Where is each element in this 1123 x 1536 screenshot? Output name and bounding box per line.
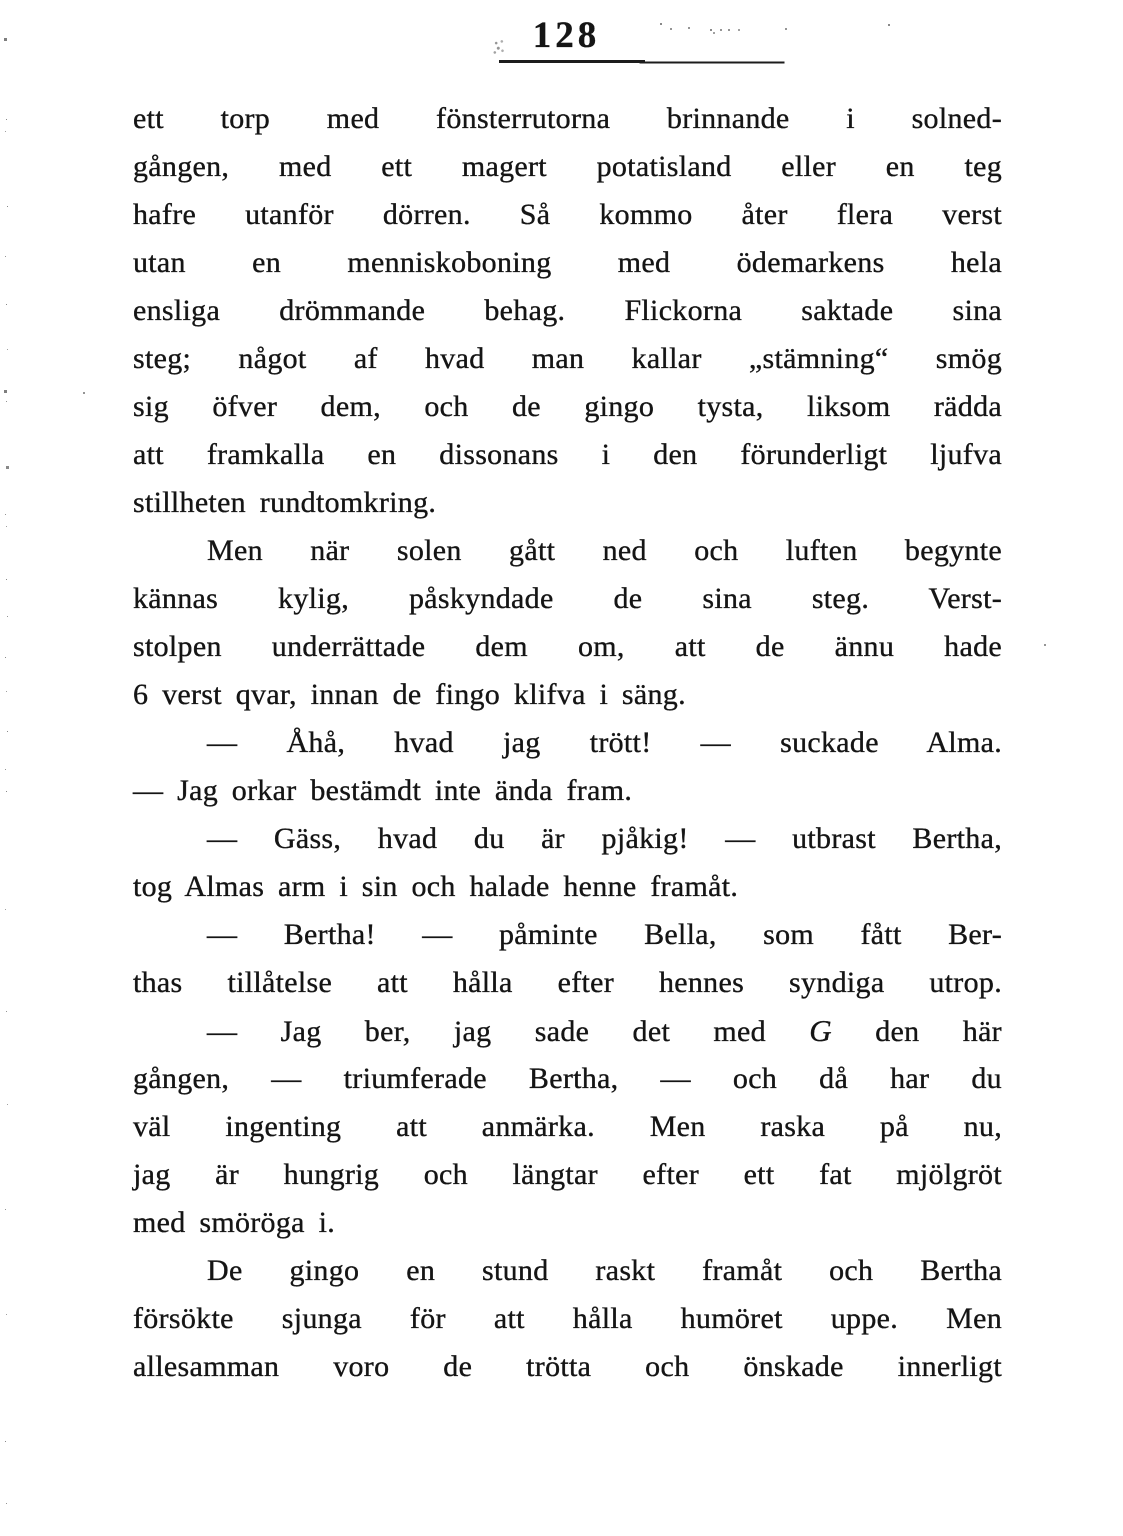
text-line: utan en menniskoboning med ödemarkens hela xyxy=(133,246,1002,279)
text-line: sig öfver dem, och de gingo tysta, liksom rädda xyxy=(133,390,1002,423)
page-header xyxy=(0,14,1123,57)
italic-word: G xyxy=(809,1013,832,1048)
text-line: 6 verst qvar, innan de fingo klifva i säng. xyxy=(133,678,686,711)
text-line: allesamman voro de trötta och önskade innerligt xyxy=(133,1350,1002,1383)
text-line: hafre utanför dörren. Så kommo åter flera verst xyxy=(133,198,1002,231)
scan-dots xyxy=(660,23,662,25)
text-line: gången, med ett magert potatisland eller en teg xyxy=(133,150,1002,183)
text-line: stolpen underrättade dem om, att de ännu hade xyxy=(133,630,1002,663)
text-line: kännas kylig, påskyndade de sina steg. Verst- xyxy=(133,582,1002,615)
text-line: — Bertha! — påminte Bella, som fått Ber- xyxy=(207,918,1002,951)
scan-smudge xyxy=(492,38,506,55)
text-line: — Jag ber, jag sade det med G den här xyxy=(207,1013,1002,1048)
scan-artifacts-left-margin xyxy=(4,38,7,41)
scan-dot-left xyxy=(83,392,85,394)
text-line: försökte sjunga för att hålla humöret uppe. Men xyxy=(133,1302,1002,1335)
text-line: stillheten rundtomkring. xyxy=(133,486,437,519)
text-line: — Åhå, hvad jag trött! — suckade Alma. xyxy=(207,726,1002,759)
text-block xyxy=(133,95,1002,1391)
text-line: — Gäss, hvad du är pjåkig! — utbrast Bertha, xyxy=(207,822,1002,855)
text-line: Men när solen gått ned och luften begynte xyxy=(207,534,1002,567)
text-line: — Jag orkar bestämdt inte ända fram. xyxy=(133,774,633,807)
text-line: väl ingenting att anmärka. Men raska på nu, xyxy=(133,1110,1002,1143)
text-line: jag är hungrig och längtar efter ett fat mjölgröt xyxy=(133,1158,1002,1191)
text-line: med smöröga i. xyxy=(133,1206,336,1239)
text-line: gången, — triumferade Bertha, — och då har du xyxy=(133,1062,1002,1095)
text-line: att framkalla en dissonans i den förunderligt ljufva xyxy=(133,438,1002,471)
text-line: tog Almas arm i sin och halade henne framåt. xyxy=(133,870,739,903)
text-line: ett torp med fönsterrutorna brinnande i solned- xyxy=(133,102,1002,135)
text-line: De gingo en stund raskt framåt och Bertha xyxy=(207,1254,1002,1287)
page-number: 128 xyxy=(532,15,601,56)
text-line: thas tillåtelse att hålla efter hennes syndiga utrop. xyxy=(133,966,1002,999)
scan-dot-right-margin xyxy=(1044,644,1046,646)
header-rule xyxy=(499,60,645,63)
text-line: ensliga drömmande behag. Flickorna saktade sina xyxy=(133,294,1002,327)
text-line: steg; något af hvad man kallar „stämning“ smög xyxy=(133,342,1002,375)
